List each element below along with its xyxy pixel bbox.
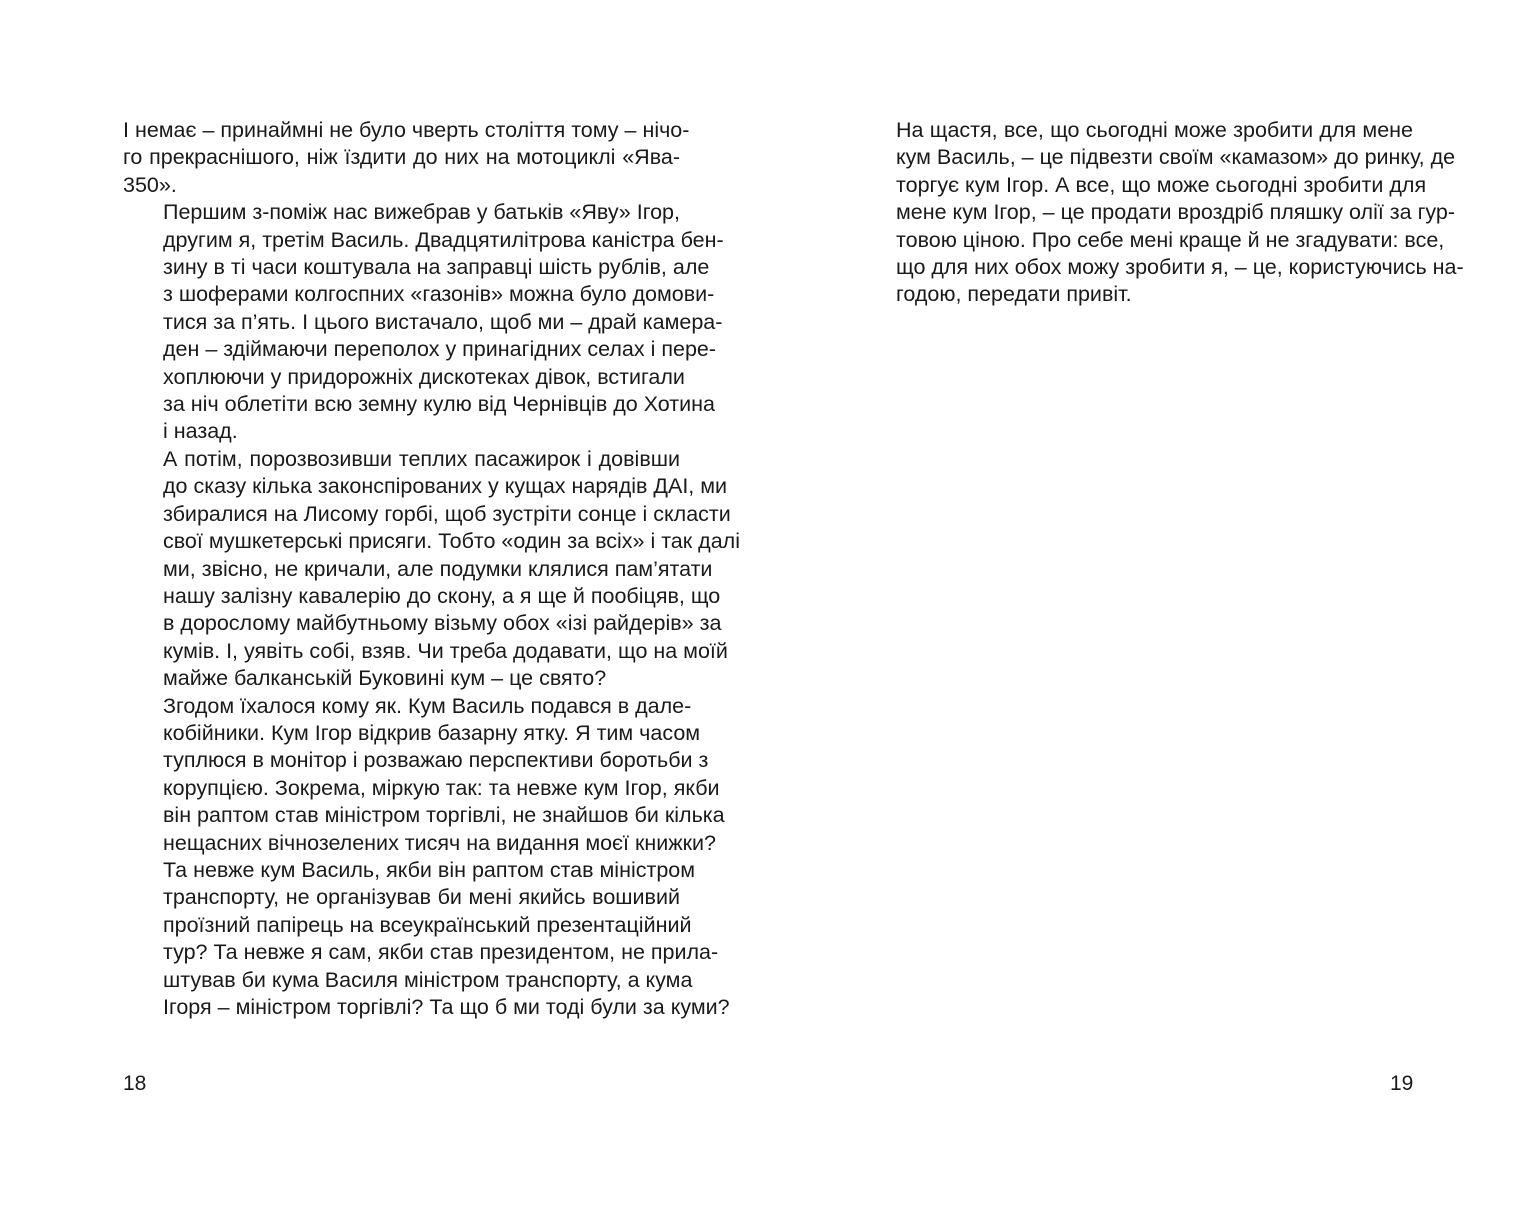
- text-line: нашу залізну кавалерію до скону, а я ще й пообіцяв, що: [163, 583, 721, 608]
- text-line: в дорослому майбутньому візьму обох «ізі райдерів» за: [163, 611, 722, 636]
- text-line: з шоферами колгоспних «газонів» можна було домови-: [163, 282, 715, 307]
- text-line: тур? Та невже я сам, якби став президентом, не прила-: [163, 940, 719, 965]
- text-line: зину в ті часи коштувала на заправці шість рублів, але: [163, 255, 710, 280]
- page-number-left: 18: [123, 1072, 147, 1095]
- text-line: 350».: [123, 172, 177, 197]
- page-number-right: 19: [1390, 1072, 1414, 1095]
- text-line: кобійники. Кум Ігор відкрив базарну ятку. Я тим часом: [163, 720, 701, 745]
- text-line: Першим з-поміж нас вижебрав у батьків «Яву» Ігор,: [163, 200, 680, 225]
- paragraph: [123, 693, 730, 1022]
- paragraph: [123, 446, 740, 693]
- text-line: проїзний папірець на всеукраїнський презентаційний: [163, 912, 692, 937]
- text-line: майже балканській Буковині кум – це свято?: [163, 666, 607, 691]
- text-line: нещасних вічнозелених тисяч на видання моєї книжки?: [163, 830, 717, 855]
- text-line: корупцією. Зокрема, міркую так: та невже кум Ігор, якби: [163, 775, 720, 800]
- right-page: [767, 0, 1535, 1211]
- text-line: го прекраснішого, ніж їздити до них на мотоциклі «Ява-: [123, 145, 680, 170]
- text-line: штував би кума Василя міністром транспорту, а кума: [163, 967, 693, 992]
- text-line: А потім, порозвозивши теплих пасажирок і довівши: [163, 446, 680, 471]
- text-line: мене кум Ігор, – це продати вроздріб пляшку олії за гур-: [896, 200, 1456, 225]
- text-line: і назад.: [163, 419, 238, 444]
- left-page: [0, 0, 767, 1211]
- text-line: що для них обох можу зробити я, – це, користуючись на-: [896, 255, 1464, 280]
- text-line: ми, звісно, не кричали, але подумки клялися пам’ятати: [163, 556, 713, 581]
- text-line: другим я, третім Василь. Двадцятилітрова каністра бен-: [163, 227, 724, 252]
- paragraph: [123, 117, 690, 199]
- text-line: збиралися на Лисому горбі, щоб зустріти сонце і скласти: [163, 501, 731, 526]
- text-line: він раптом став міністром торгівлі, не знайшов би кілька: [163, 803, 725, 828]
- text-line: за ніч облетіти всю земну кулю від Чернівців до Хотина: [163, 392, 715, 417]
- text-line: кум Василь, – це підвезти своїм «камазом» до ринку, де: [896, 145, 1456, 170]
- left-page-text: [123, 117, 740, 1021]
- text-line: Згодом їхалося кому як. Кум Василь подався в дале-: [163, 693, 692, 718]
- text-line: хоплюючи у придорожніх дискотеках дівок, встигали: [163, 364, 685, 389]
- text-line: Та невже кум Василь, якби він раптом став міністром: [163, 857, 696, 882]
- paragraph: [123, 199, 724, 446]
- text-line: Ігоря – міністром торгівлі? Та що б ми тоді були за куми?: [163, 995, 730, 1019]
- text-line: годою, передати привіт.: [896, 282, 1132, 307]
- text-line: тися за п’ять. І цього вистачало, щоб ми – драй камера-: [163, 309, 723, 334]
- text-line: туплюся в монітор і розважаю перспективи боротьби з: [163, 748, 709, 773]
- text-line: свої мушкетерські присяги. Тобто «один за всіх» і так далі: [163, 529, 740, 554]
- paragraph: [856, 117, 1464, 309]
- right-page-text: [856, 117, 1464, 309]
- text-line: На щастя, все, що сьогодні може зробити для мене: [896, 118, 1413, 142]
- text-line: ден – здіймаючи переполох у принагідних селах і пере-: [163, 337, 717, 362]
- text-line: торгує кум Ігор. А все, що може сьогодні зробити для: [896, 172, 1427, 197]
- text-line: транспорту, не організував би мені якийсь вошивий: [163, 885, 680, 910]
- text-line: товою ціною. Про себе мені краще й не згадувати: все,: [896, 227, 1445, 252]
- text-line: до сказу кілька законспірованих у кущах нарядів ДАІ, ми: [163, 474, 728, 499]
- text-line: кумів. І, уявіть собі, взяв. Чи треба додавати, що на моїй: [163, 638, 728, 663]
- text-line: І немає – принаймні не було чверть століття тому – нічо-: [123, 118, 690, 142]
